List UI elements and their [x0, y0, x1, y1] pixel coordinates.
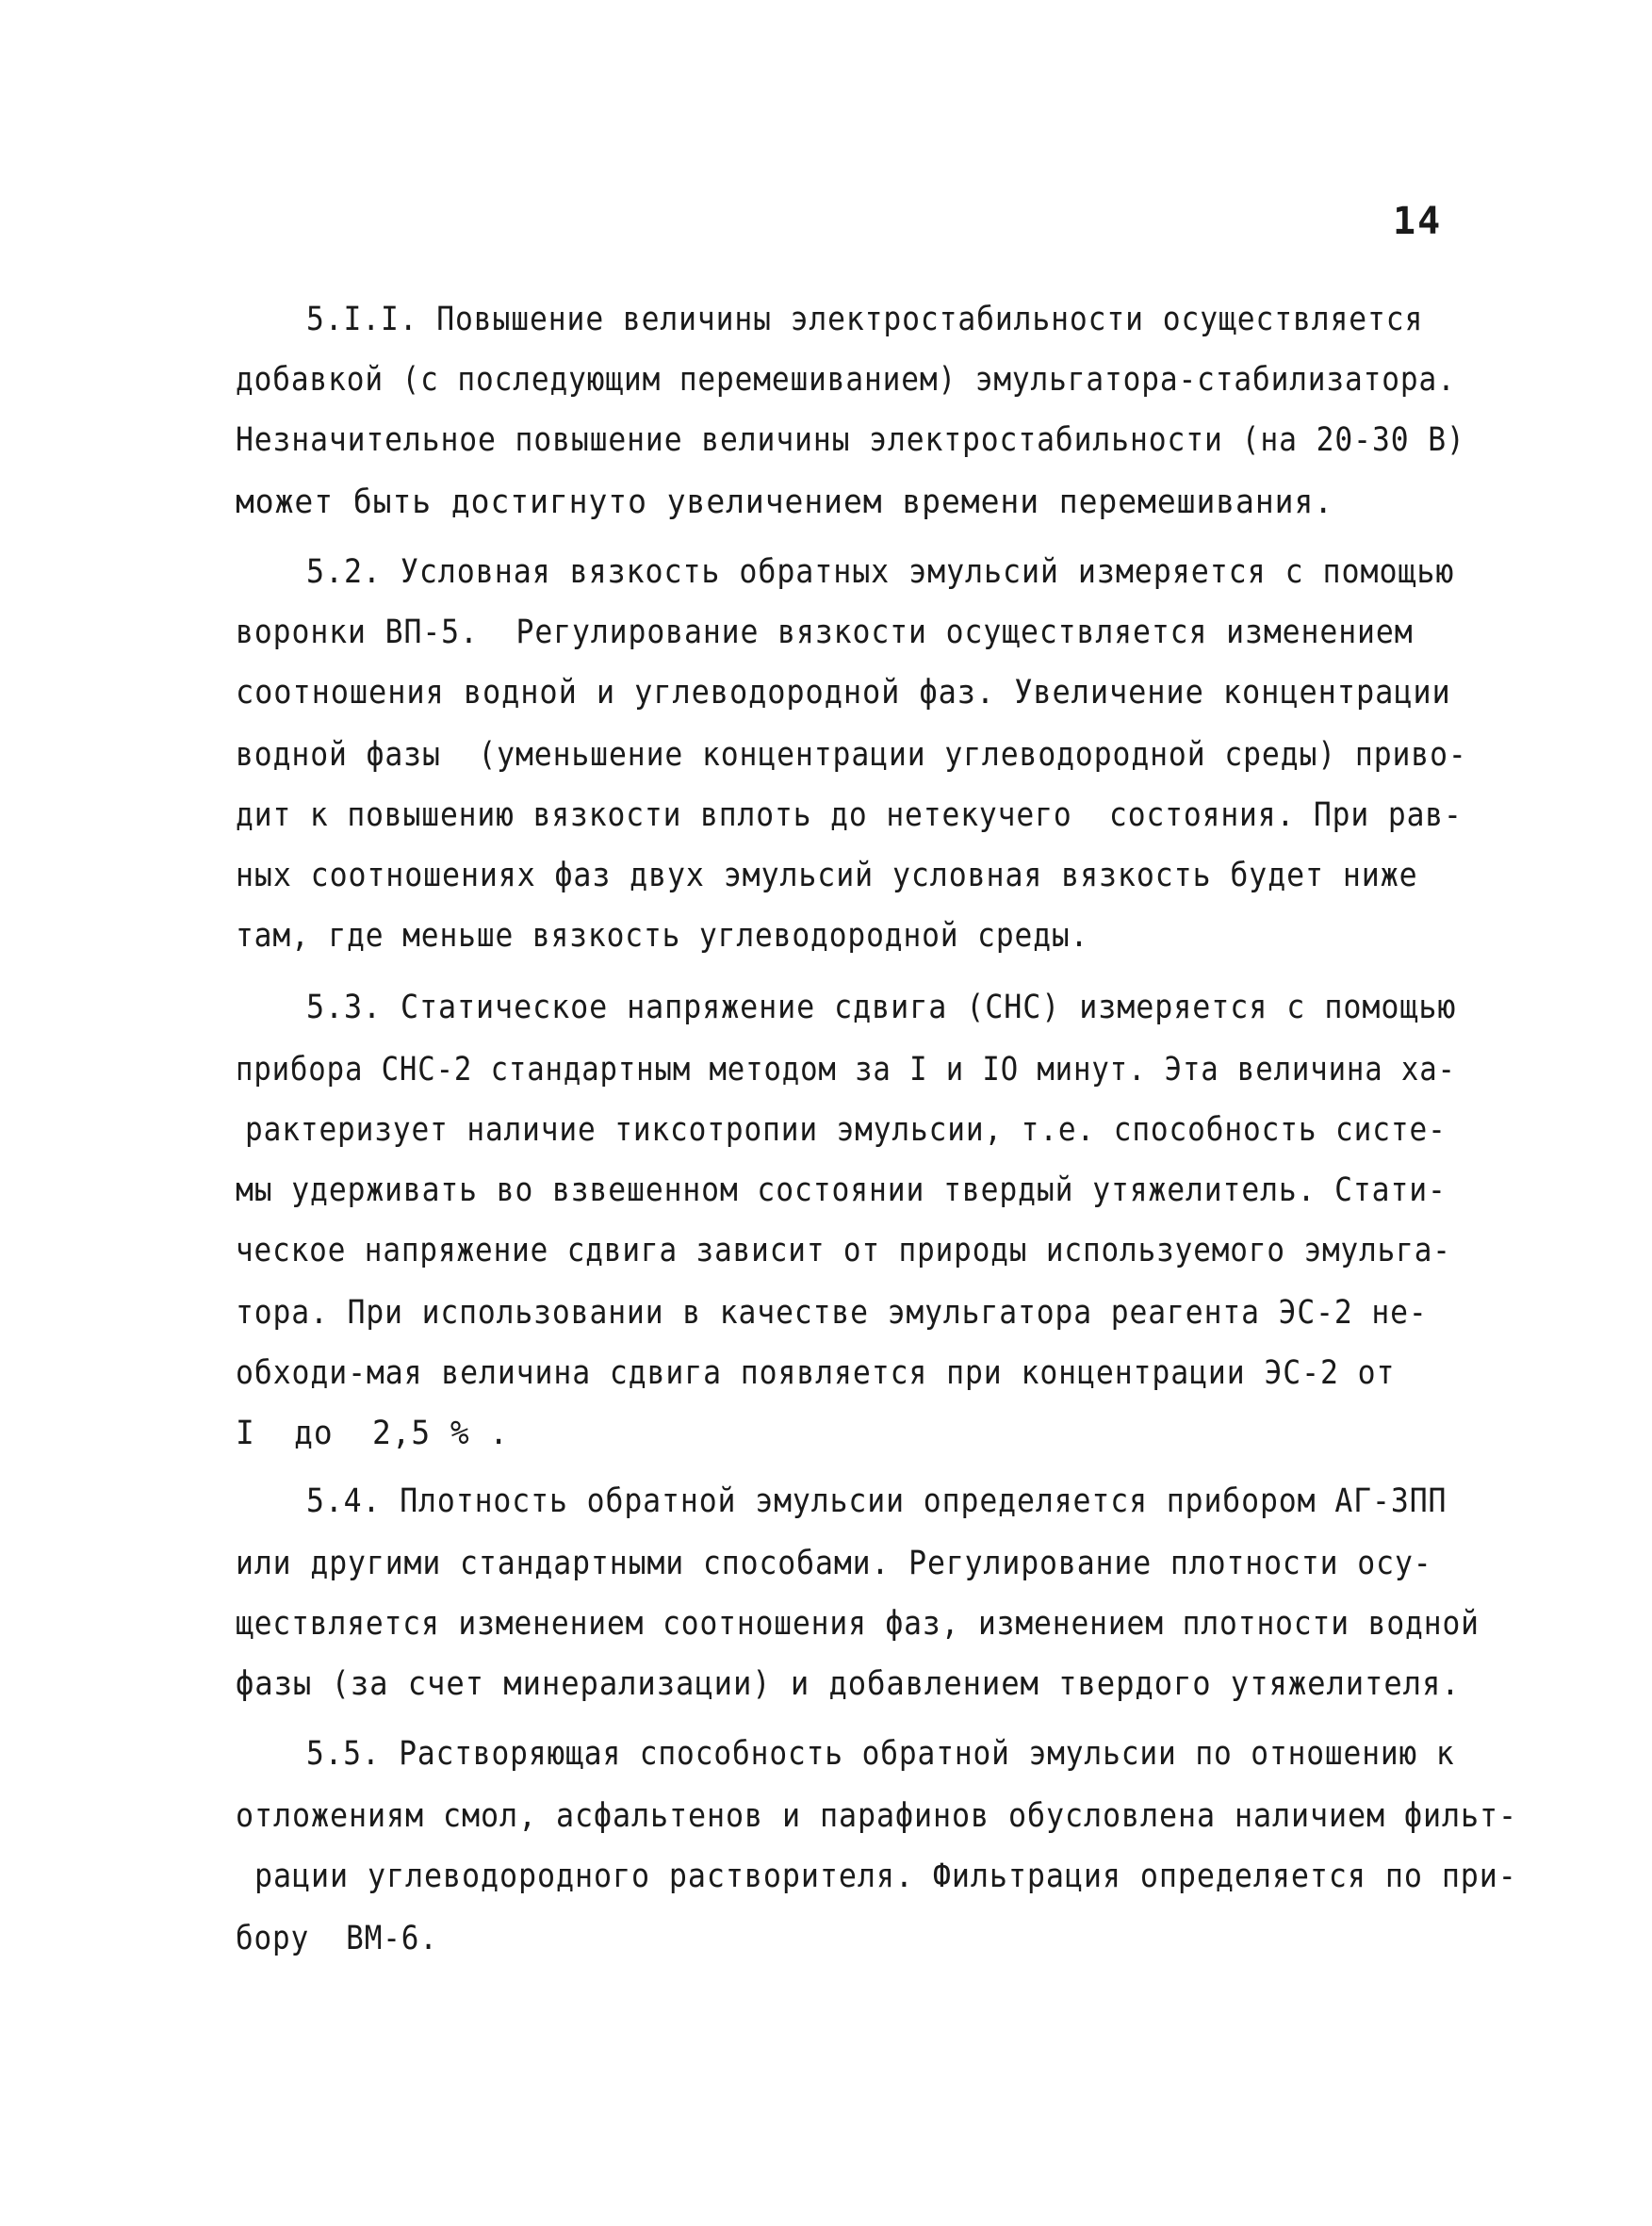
paragraph-5-3-line-1: 5.3. Статическое напряжение сдвига (СНС) измеряется с помощью [306, 989, 1457, 1026]
paragraph-5-4-line-1: 5.4. Плотность обратной эмульсии определяется прибором АГ-ЗПП [306, 1482, 1448, 1520]
paragraph-5-5-line-3: рации углеводородного растворителя. Фильтрация определяется по при- [254, 1858, 1517, 1895]
paragraph-5-4-line-3: ществляется изменением соотношения фаз, изменением плотности водной [236, 1605, 1480, 1643]
paragraph-5-2-line-2: воронки ВП-5. Регулирование вязкости осуществляется изменением [236, 614, 1414, 651]
paragraph-5-5-line-2: отложениям смол, асфальтенов и парафинов обусловлена наличием фильт- [236, 1797, 1517, 1835]
paragraph-5-1-1-line-4: может быть достигнуто увеличением времени перемешивания. [236, 483, 1334, 521]
paragraph-5-2-line-1: 5.2. Условная вязкость обратных эмульсий измеряется с помощью [306, 553, 1455, 591]
paragraph-5-2-line-4: водной фазы (уменьшение концентрации углеводородной среды) приво- [236, 736, 1467, 774]
paragraph-5-1-1-line-3: Незначительное повышение величины электростабильности (на 20-30 В) [236, 421, 1465, 459]
paragraph-5-5-line-4: бору ВМ-6. [236, 1920, 438, 1957]
paragraph-5-2-line-7: там, где меньше вязкость углеводородной среды. [236, 917, 1089, 955]
paragraph-5-2-line-5: дит к повышению вязкости вплоть до нетекучего состояния. При рав- [236, 796, 1463, 834]
paragraph-5-3-line-3: рактеризует наличие тиксотропии эмульсии, т.е. способность систе- [245, 1111, 1447, 1149]
paragraph-5-1-1-line-2: добавкой (с последующим перемешиванием) эмульгатора-стабилизатора. [236, 361, 1456, 399]
paragraph-5-3-line-8: I до 2,5 % . [236, 1415, 510, 1452]
paragraph-5-5-line-1: 5.5. Растворяющая способность обратной эмульсии по отношению к [306, 1735, 1455, 1773]
paragraph-5-3-line-7: обходи-мая величина сдвига появляется при концентрации ЭС-2 от [236, 1354, 1396, 1392]
paragraph-5-4-line-4: фазы (за счет минерализации) и добавлением твердого утяжелителя. [236, 1665, 1461, 1703]
paragraph-5-1-1-line-1: 5.I.I. Повышение величины электростабильности осуществляется [306, 301, 1424, 338]
paragraph-5-2-line-3: соотношения водной и углеводородной фаз. Увеличение концентрации [236, 674, 1451, 712]
paragraph-5-3-line-2: прибора СНС-2 стандартным методом за I и IO минут. Эта величина ха- [236, 1051, 1456, 1088]
page-number: 14 [1393, 200, 1443, 243]
paragraph-5-2-line-6: ных соотношениях фаз двух эмульсий условная вязкость будет ниже [236, 857, 1418, 894]
paragraph-5-3-line-6: тора. При использовании в качестве эмульгатора реагента ЭС-2 не- [236, 1294, 1428, 1332]
paragraph-5-3-line-4: мы удерживать во взвешенном состоянии твердый утяжелитель. Стати- [236, 1171, 1447, 1209]
paragraph-5-4-line-2: или другими стандартными способами. Регулирование плотности осу- [236, 1545, 1432, 1582]
paragraph-5-3-line-5: ческое напряжение сдвига зависит от природы используемого эмульга- [236, 1232, 1451, 1269]
